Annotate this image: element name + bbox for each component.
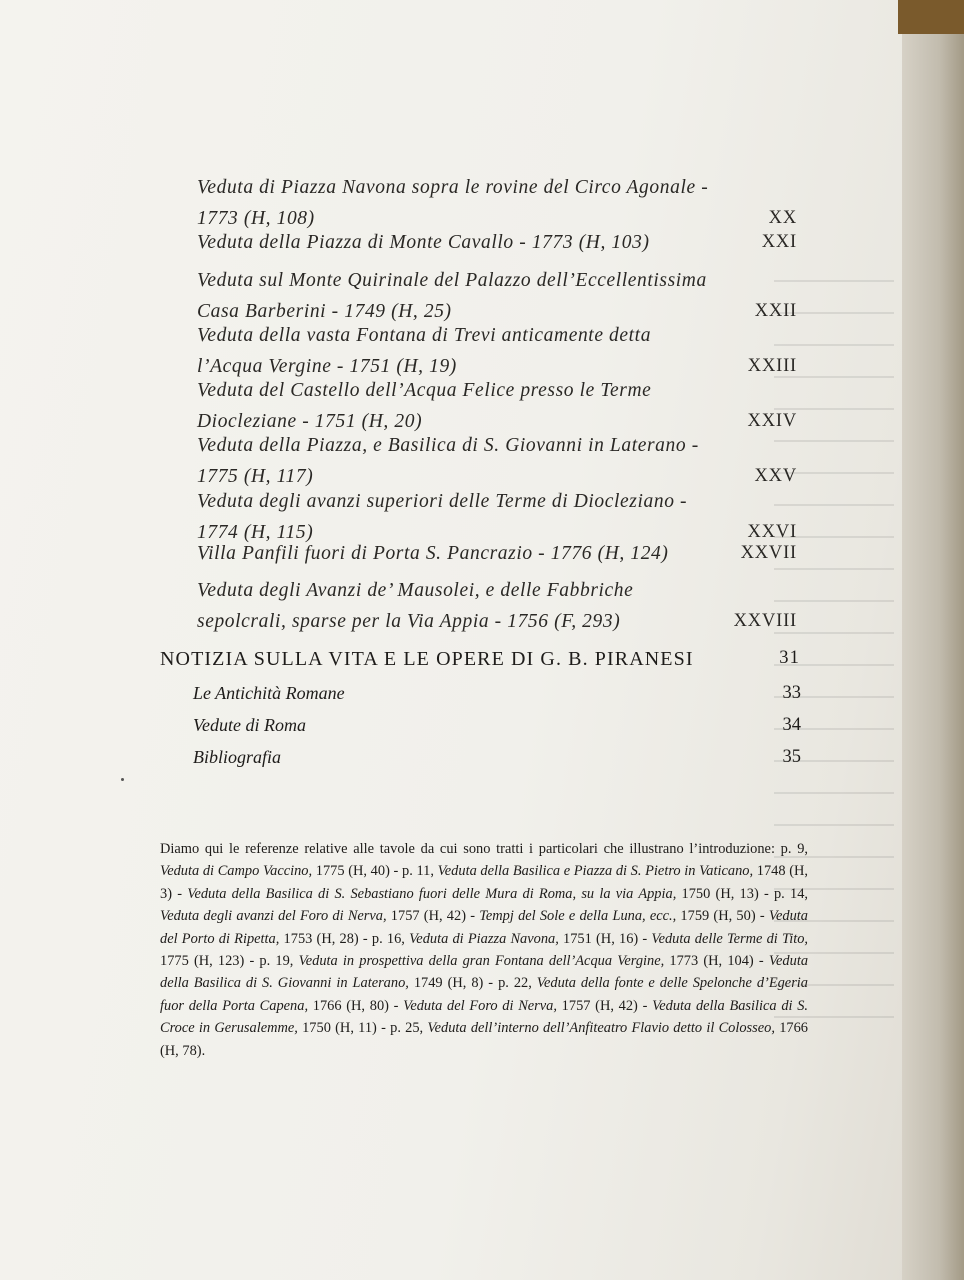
note-plate-title: Veduta della Basilica di S. Giovanni in Laterano, (160, 953, 809, 992)
note-plate-title: Veduta del Porto di Ripetta, (160, 908, 808, 947)
plate-title: Veduta sul Monte Quirinale del Palazzo dell’Eccellentissima Casa Barberini - 1749 (H, 25) (197, 270, 707, 322)
toc-entry (197, 265, 807, 327)
toc-entry (197, 172, 807, 234)
plate-title: Veduta della Piazza di Monte Cavallo - 1773 (H, 103) (197, 232, 650, 253)
plate-title: Veduta del Castello dell’Acqua Felice presso le Terme Diocleziane - 1751 (H, 20) (197, 380, 652, 432)
subsection-page: 34 (782, 715, 801, 735)
note-plate-title: Veduta della Basilica di S. Sebastiano fuori delle Mura di Roma, su la via Appia, (187, 885, 677, 902)
note-plate-title: Veduta di Campo Vaccino, (160, 863, 313, 880)
toc-entry (197, 575, 807, 637)
plate-number: XXI (761, 232, 797, 252)
book-gutter (902, 0, 964, 1280)
note-text: 1759 (H, 50) - (676, 908, 769, 925)
plate-title: Veduta di Piazza Navona sopra le rovine del Circo Agonale - 1773 (H, 108) (197, 177, 709, 229)
plate-number: XXVIII (733, 611, 797, 631)
plate-title: Veduta della Piazza, e Basilica di S. Giovanni in Laterano - 1775 (H, 117) (197, 435, 699, 487)
note-text: 1750 (H, 11) - p. 25, (297, 1020, 428, 1037)
note-plate-title: Veduta delle Terme di Tito, (651, 930, 808, 947)
note-text: 1749 (H, 8) - p. 22, (408, 975, 537, 992)
subsection-page: 35 (782, 747, 801, 767)
toc-entry (197, 227, 807, 258)
toc-entry (197, 538, 807, 569)
note-text: 1753 (H, 28) - p. 16, (279, 930, 410, 947)
plate-number: XXIII (747, 356, 797, 376)
section-title: NOTIZIA SULLA VITA E LE OPERE DI G. B. PIRANESI (160, 648, 694, 670)
plate-title: Veduta degli avanzi superiori delle Terme di Diocleziano - 1774 (H, 115) (197, 491, 688, 543)
toc-entry (197, 320, 807, 382)
plate-number: XXII (754, 301, 797, 321)
note-plate-title: Veduta della fonte e delle Spelonche d’Egeria fuor della Porta Capena, (160, 975, 808, 1014)
note-plate-title: Veduta della Basilica di S. Croce in Gerusalemme, (160, 997, 809, 1037)
note-text: 1775 (H, 40) - p. 11, (312, 863, 438, 880)
toc-entry (197, 430, 807, 492)
plate-number: XXVII (740, 543, 797, 563)
subsection-page: 33 (782, 683, 801, 703)
plate-title: Veduta della vasta Fontana di Trevi anticamente detta l’Acqua Vergine - 1751 (H, 19) (197, 325, 652, 377)
note-text: 1757 (H, 42) - (386, 908, 480, 925)
references-note (160, 838, 808, 1062)
subsection-title: Le Antichità Romane (193, 683, 345, 703)
subsection-entry (193, 683, 801, 704)
subsection-entry (193, 715, 801, 736)
plate-title: Villa Panfili fuori di Porta S. Pancrazio - 1776 (H, 124) (197, 543, 669, 564)
subsection-title: Vedute di Roma (193, 715, 306, 735)
note-plate-title: Veduta degli avanzi del Foro di Nerva, (160, 908, 387, 925)
ink-speck (121, 778, 124, 781)
section-page: 31 (779, 648, 800, 668)
section-heading (160, 648, 800, 671)
plate-title: Veduta degli Avanzi de’ Mausolei, e delle Fabbriche sepolcrali, sparse per la Via Appia - 1756 (F, 293) (197, 580, 634, 632)
note-plate-title: Tempj del Sole e della Luna, ecc., (479, 908, 677, 925)
note-text: 1766 (H, 80) - (308, 997, 404, 1014)
note-text: 1757 (H, 42) - (556, 997, 653, 1014)
note-plate-title: Veduta di Piazza Navona, (409, 930, 559, 947)
subsection-title: Bibliografia (193, 747, 282, 767)
subsection-entry (193, 747, 801, 768)
table-surface (898, 0, 964, 34)
note-text: 1748 (H, 3) - (160, 863, 808, 902)
note-plate-title: Veduta della Basilica e Piazza di S. Pietro in Vaticano, (437, 863, 754, 880)
note-plate-title: Veduta in prospettiva della gran Fontana dell’Acqua Vergine, (298, 953, 665, 970)
plate-number: XX (768, 208, 797, 228)
toc-entry (197, 375, 807, 437)
note-text: 1751 (H, 16) - (558, 930, 652, 947)
plate-number: XXIV (747, 411, 797, 431)
note-text: Diamo qui le referenze relative alle tavole da cui sono tratti i particolari che illustrano l’introduzione: p. 9, (160, 841, 808, 857)
note-plate-title: Veduta del Foro di Nerva, (403, 997, 557, 1014)
note-text: 1766 (H, 78). (160, 1020, 808, 1059)
note-text: 1775 (H, 123) - p. 19, (160, 953, 299, 970)
note-text: 1773 (H, 104) - (664, 953, 769, 970)
note-text: 1750 (H, 13) - p. 14, (676, 885, 808, 902)
plate-number: XXV (754, 466, 797, 486)
plate-number: XXVI (747, 522, 797, 542)
note-plate-title: Veduta dell’interno dell’Anfiteatro Flavio detto il Colosseo, (427, 1020, 775, 1037)
